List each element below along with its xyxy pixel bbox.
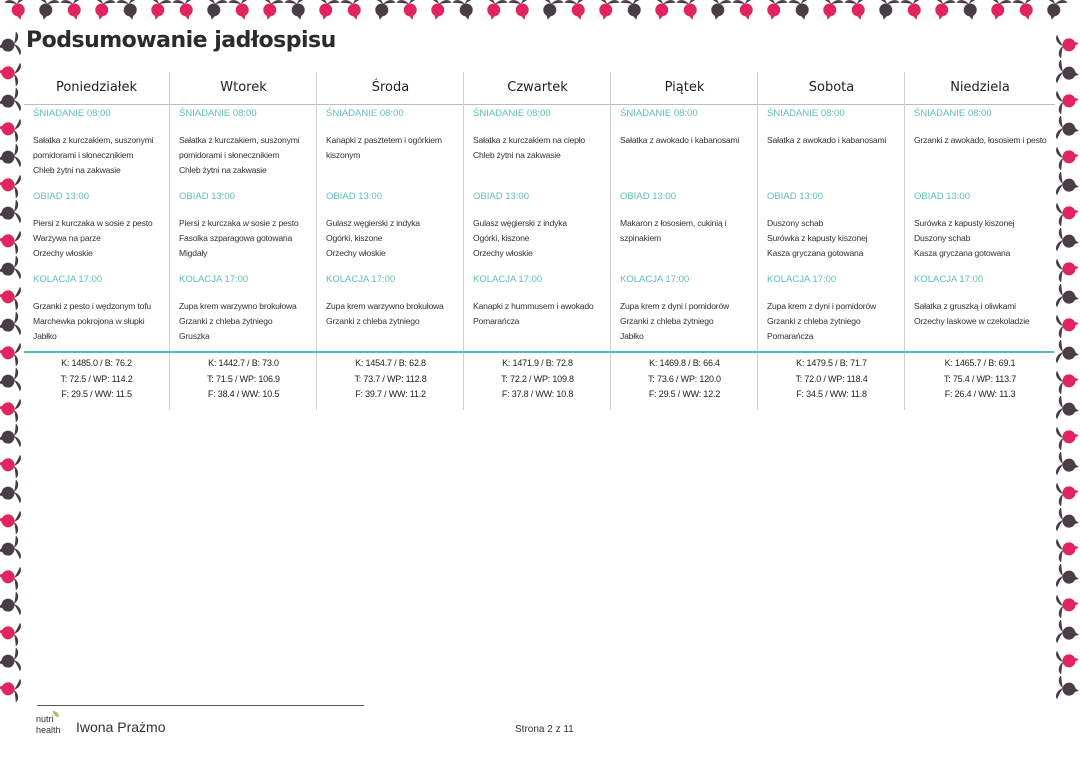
nutrition-line: F: 26.4 / WW: 11.3 — [944, 389, 1016, 399]
beet-icon — [928, 0, 956, 22]
meal-item: Grzanki z awokado, łososiem i pesto — [914, 135, 1047, 145]
meal-item: Sałatka z kurczakiem, suszonymi — [33, 135, 154, 145]
nutrition-summary — [758, 356, 905, 403]
weekly-menu-table — [24, 72, 1054, 410]
beet-icon — [368, 0, 396, 22]
meal-time-label: ŚNIADANIE 08:00 — [326, 108, 404, 119]
page-title: Podsumowanie jadłospisu — [26, 28, 336, 53]
nutrition-line: K: 1454.7 / B: 62.8 — [355, 358, 426, 368]
beet-icon — [60, 0, 88, 22]
beet-icon — [0, 311, 22, 338]
meal-time-label: OBIAD 13:00 — [767, 191, 823, 202]
day-header: Poniedziałek — [24, 72, 169, 105]
beet-icon — [1055, 87, 1080, 114]
meal-items — [914, 299, 1049, 329]
meal-items — [33, 299, 163, 344]
beet-icon — [732, 0, 760, 22]
beet-icon — [1055, 255, 1080, 282]
meal-item: Orzechy włoskie — [33, 248, 93, 258]
beet-icon — [592, 0, 620, 22]
beet-icon — [284, 0, 312, 22]
meal-item: Warzywa na parze — [33, 233, 101, 243]
beet-icon — [1055, 311, 1080, 338]
meal-item: Sałatka z awokado i kabanosami — [767, 135, 887, 145]
meal-item: Kasza gryczana gotowana — [767, 248, 864, 258]
beet-icon — [0, 479, 22, 506]
meal-item: Ogórki, kiszone — [326, 233, 383, 243]
beet-icon — [1055, 619, 1080, 646]
meal-items — [620, 299, 752, 344]
nutrition-line: F: 38.4 / WW: 10.5 — [207, 389, 280, 399]
nutrition-line: T: 71.5 / WP: 106.9 — [207, 373, 280, 384]
nutrition-line: F: 39.7 / WW: 11.2 — [355, 389, 426, 399]
meal-items — [326, 299, 458, 329]
meal-item: Kasza gryczana gotowana — [914, 248, 1011, 258]
meal-item: pomidorami i słonecznikiem — [33, 150, 134, 160]
nutrition-divider — [24, 351, 1054, 353]
dinner-block — [24, 274, 169, 344]
beet-icon — [0, 675, 22, 702]
meal-time-label: KOLACJA 17:00 — [326, 274, 396, 285]
nutrition-line: K: 1485.0 / B: 76.2 — [61, 358, 132, 368]
meal-item: Ogórki, kiszone — [473, 233, 530, 243]
nutrition-line: K: 1465.7 / B: 69.1 — [944, 358, 1016, 368]
day-column-5 — [757, 72, 905, 410]
beet-icon — [704, 0, 732, 22]
beet-icon — [0, 255, 22, 282]
meal-time-label: OBIAD 13:00 — [179, 191, 235, 202]
beet-icon — [1055, 59, 1080, 86]
meal-item: Sałatka z kurczakiem, suszonymi — [179, 135, 300, 145]
beet-icon — [1055, 451, 1080, 478]
beet-icon — [424, 0, 452, 22]
beet-icon — [452, 0, 480, 22]
dinner-block — [611, 274, 758, 344]
beet-icon — [0, 591, 22, 618]
lunch-block — [464, 191, 611, 261]
meal-item: Zupa krem warzywno brokułowa — [179, 301, 297, 311]
beet-icon — [0, 143, 22, 170]
meal-items — [473, 299, 605, 329]
meal-items — [914, 133, 1049, 148]
beet-icon — [1055, 199, 1080, 226]
meal-time-label: ŚNIADANIE 08:00 — [767, 108, 845, 119]
beet-icon — [676, 0, 704, 22]
meal-item: Duszony schab — [767, 218, 824, 228]
dinner-block — [905, 274, 1055, 329]
beet-icon — [0, 115, 22, 142]
beet-icon — [0, 199, 22, 226]
meal-item: Chleb żytni na zakwasie — [179, 165, 267, 175]
beet-icon — [480, 0, 508, 22]
beet-icon — [0, 31, 22, 58]
beet-icon — [228, 0, 256, 22]
meal-item: Gulasz węgierski z indyka — [473, 218, 567, 228]
lunch-block — [758, 191, 905, 261]
meal-time-label: ŚNIADANIE 08:00 — [620, 108, 698, 119]
beet-icon — [1012, 0, 1040, 22]
meal-time-label: KOLACJA 17:00 — [473, 274, 543, 285]
beet-icon — [0, 619, 22, 646]
meal-item: Grzanki z chleba żytniego — [179, 316, 273, 326]
beet-icon — [648, 0, 676, 22]
meal-item: Zupa krem z dyni i pomidorów — [620, 301, 730, 311]
dinner-block — [170, 274, 317, 344]
meal-items — [620, 133, 752, 148]
beet-icon — [760, 0, 788, 22]
beet-icon — [0, 339, 22, 366]
footer-divider — [37, 705, 364, 706]
nutrition-line: K: 1471.9 / B: 72.8 — [502, 358, 573, 368]
beet-icon — [1055, 283, 1080, 310]
nutrition-summary — [317, 356, 464, 403]
breakfast-block — [905, 108, 1055, 148]
day-column-4 — [610, 72, 758, 410]
beet-icon — [0, 563, 22, 590]
day-header: Czwartek — [464, 72, 611, 105]
beet-icon — [0, 535, 22, 562]
meal-time-label: OBIAD 13:00 — [620, 191, 676, 202]
nutrition-line: F: 34.5 / WW: 11.8 — [796, 389, 867, 399]
meal-time-label: KOLACJA 17:00 — [620, 274, 690, 285]
logo-text-top: nutri — [36, 714, 54, 724]
beet-icon — [0, 367, 22, 394]
beet-icon — [0, 227, 22, 254]
meal-items — [179, 216, 311, 261]
meal-item: Makaron z łososiem, cukinią i — [620, 218, 727, 228]
day-header: Środa — [317, 72, 464, 105]
beet-icon — [1055, 675, 1080, 702]
meal-item: pomidorami i słonecznikiem — [179, 150, 280, 160]
meal-items — [914, 216, 1049, 261]
beet-icon — [32, 0, 60, 22]
meal-items — [33, 133, 163, 178]
meal-item: Grzanki z pesto i wędzonym tofu — [33, 301, 151, 311]
breakfast-block — [24, 108, 169, 178]
meal-item: Piersi z kurczaka w sosie z pesto — [179, 218, 299, 228]
beet-icon — [508, 0, 536, 22]
beet-icon — [0, 647, 22, 674]
meal-items — [326, 133, 458, 163]
beet-icon — [620, 0, 648, 22]
meal-time-label: OBIAD 13:00 — [33, 191, 89, 202]
meal-item: Duszony schab — [914, 233, 971, 243]
nutrihealth-logo — [36, 714, 66, 740]
dinner-block — [317, 274, 464, 329]
beet-icon — [1055, 339, 1080, 366]
beet-icon — [564, 0, 592, 22]
meal-item: Orzechy włoskie — [326, 248, 386, 258]
nutrition-summary — [611, 356, 758, 403]
beet-icon — [0, 395, 22, 422]
beet-icon — [1055, 227, 1080, 254]
meal-item: Grzanki z chleba żytniego — [767, 316, 861, 326]
beet-icon — [1055, 591, 1080, 618]
meal-item: Orzechy włoskie — [473, 248, 533, 258]
meal-item: Zupa krem z dyni i pomidorów — [767, 301, 877, 311]
meal-item: kiszonym — [326, 150, 361, 160]
meal-items — [767, 216, 899, 261]
breakfast-block — [464, 108, 611, 163]
beet-icon — [340, 0, 368, 22]
beet-icon — [0, 423, 22, 450]
beet-icon — [1055, 115, 1080, 142]
beet-icon — [312, 0, 340, 22]
beet-icon — [0, 59, 22, 86]
day-header: Sobota — [758, 72, 905, 105]
beet-icon — [4, 0, 32, 22]
meal-item: Sałatka z gruszką i oliwkami — [914, 301, 1016, 311]
beet-icon — [200, 0, 228, 22]
lunch-block — [317, 191, 464, 261]
beet-icon — [0, 507, 22, 534]
beet-icon — [0, 451, 22, 478]
meal-item: Gruszka — [179, 331, 210, 341]
beet-icon — [1055, 563, 1080, 590]
beet-icon — [788, 0, 816, 22]
meal-time-label: KOLACJA 17:00 — [767, 274, 837, 285]
lunch-block — [24, 191, 169, 261]
nutrition-line: K: 1442.7 / B: 73.0 — [208, 358, 279, 368]
meal-item: Orzechy laskowe w czekoladzie — [914, 316, 1030, 326]
nutrition-summary — [464, 356, 611, 403]
breakfast-block — [170, 108, 317, 178]
beet-icon — [1055, 479, 1080, 506]
nutrition-line: T: 72.2 / WP: 109.8 — [501, 373, 574, 384]
nutrition-line: F: 29.5 / WW: 11.5 — [61, 389, 132, 399]
page-number: Strona 2 z 11 — [515, 724, 574, 735]
meal-time-label: ŚNIADANIE 08:00 — [473, 108, 551, 119]
meal-item: Piersi z kurczaka w sosie z pesto — [33, 218, 153, 228]
nutrition-line: T: 73.7 / WP: 112.8 — [354, 373, 427, 384]
beet-icon — [1055, 395, 1080, 422]
meal-item: Sałatka z kurczakiem na ciepło — [473, 135, 585, 145]
meal-item: Fasolka szparagowa gotowana — [179, 233, 293, 243]
lunch-block — [611, 191, 758, 246]
beet-icon — [1055, 143, 1080, 170]
day-column-2 — [316, 72, 464, 410]
meal-time-label: ŚNIADANIE 08:00 — [179, 108, 257, 119]
beet-icon — [816, 0, 844, 22]
nutrition-line: K: 1479.5 / B: 71.7 — [796, 358, 867, 368]
meal-time-label: KOLACJA 17:00 — [914, 274, 984, 285]
meal-item: Migdały — [179, 248, 208, 258]
beet-icon — [88, 0, 116, 22]
meal-item: Grzanki z chleba żytniego — [620, 316, 714, 326]
nutrition-line: T: 72.0 / WP: 118.4 — [795, 373, 868, 384]
meal-items — [33, 216, 163, 261]
beet-icon — [1055, 535, 1080, 562]
day-header: Wtorek — [170, 72, 317, 105]
meal-item: Pomarańcza — [473, 316, 520, 326]
lunch-block — [170, 191, 317, 261]
meal-item: Chleb żytni na zakwasie — [33, 165, 121, 175]
beet-icon — [1055, 367, 1080, 394]
nutrition-line: F: 37.8 / WW: 10.8 — [501, 389, 574, 399]
beet-icon — [0, 87, 22, 114]
meal-time-label: KOLACJA 17:00 — [179, 274, 249, 285]
meal-item: Grzanki z chleba żytniego — [326, 316, 420, 326]
meal-items — [767, 133, 899, 148]
beet-icon — [844, 0, 872, 22]
beet-icon — [256, 0, 284, 22]
beet-icon — [144, 0, 172, 22]
meal-item: szpinakiem — [620, 233, 661, 243]
meal-time-label: ŚNIADANIE 08:00 — [33, 108, 111, 119]
breakfast-block — [758, 108, 905, 148]
beet-icon — [1055, 423, 1080, 450]
meal-time-label: ŚNIADANIE 08:00 — [914, 108, 992, 119]
author-name: Iwona Prażmo — [76, 719, 166, 735]
day-column-3 — [463, 72, 611, 410]
nutrition-summary — [24, 356, 169, 403]
beet-icon — [1055, 171, 1080, 198]
meal-item: Surówka z kapusty kiszonej — [767, 233, 868, 243]
beet-icon — [536, 0, 564, 22]
beet-icon — [900, 0, 928, 22]
breakfast-block — [611, 108, 758, 148]
beet-icon — [0, 283, 22, 310]
beet-icon — [1040, 0, 1068, 22]
meal-item: Pomarańcza — [767, 331, 814, 341]
nutrition-line: T: 73.6 / WP: 120.0 — [648, 373, 721, 384]
nutrition-line: K: 1469.8 / B: 66.4 — [649, 358, 720, 368]
day-column-0 — [24, 72, 169, 410]
meal-items — [179, 133, 311, 178]
meal-item: Kanapki z hummusem i awokado — [473, 301, 594, 311]
nutrition-line: T: 72.5 / WP: 114.2 — [60, 373, 133, 384]
beet-icon — [872, 0, 900, 22]
beet-icon — [0, 171, 22, 198]
day-header: Niedziela — [905, 72, 1055, 105]
meal-item: Sałatka z awokado i kabanosami — [620, 135, 740, 145]
meal-items — [767, 299, 899, 344]
lunch-block — [905, 191, 1055, 261]
meal-items — [473, 133, 605, 163]
meal-items — [473, 216, 605, 261]
beet-icon — [396, 0, 424, 22]
meal-item: Marchewka pokrojona w słupki — [33, 316, 145, 326]
meal-items — [179, 299, 311, 344]
beet-icon — [116, 0, 144, 22]
nutrition-line: T: 75.4 / WP: 113.7 — [943, 373, 1017, 384]
meal-items — [326, 216, 458, 261]
breakfast-block — [317, 108, 464, 163]
leaf-icon — [53, 711, 59, 717]
meal-item: Kanapki z pasztetem i ogórkiem — [326, 135, 442, 145]
nutrition-summary — [170, 356, 317, 403]
meal-time-label: OBIAD 13:00 — [473, 191, 529, 202]
meal-time-label: OBIAD 13:00 — [914, 191, 970, 202]
meal-item: Surówka z kapusty kiszonej — [914, 218, 1015, 228]
nutrition-line: F: 29.5 / WW: 12.2 — [648, 389, 721, 399]
day-column-1 — [169, 72, 317, 410]
logo-text-bottom: health — [36, 725, 61, 735]
meal-item: Jabłko — [620, 331, 644, 341]
dinner-block — [464, 274, 611, 329]
meal-item: Jabłko — [33, 331, 57, 341]
meal-items — [620, 216, 752, 246]
day-column-6 — [904, 72, 1055, 410]
dinner-block — [758, 274, 905, 344]
beet-icon — [956, 0, 984, 22]
beet-icon — [1055, 647, 1080, 674]
beet-icon — [1055, 507, 1080, 534]
nutrition-summary — [905, 356, 1055, 403]
meal-item: Chleb żytni na zakwasie — [473, 150, 561, 160]
beet-icon — [984, 0, 1012, 22]
meal-item: Gulasz węgierski z indyka — [326, 218, 420, 228]
meal-item: Zupa krem warzywno brokułowa — [326, 301, 444, 311]
meal-time-label: OBIAD 13:00 — [326, 191, 382, 202]
beet-icon — [172, 0, 200, 22]
meal-time-label: KOLACJA 17:00 — [33, 274, 103, 285]
day-header: Piątek — [611, 72, 758, 105]
beet-icon — [1055, 31, 1080, 58]
